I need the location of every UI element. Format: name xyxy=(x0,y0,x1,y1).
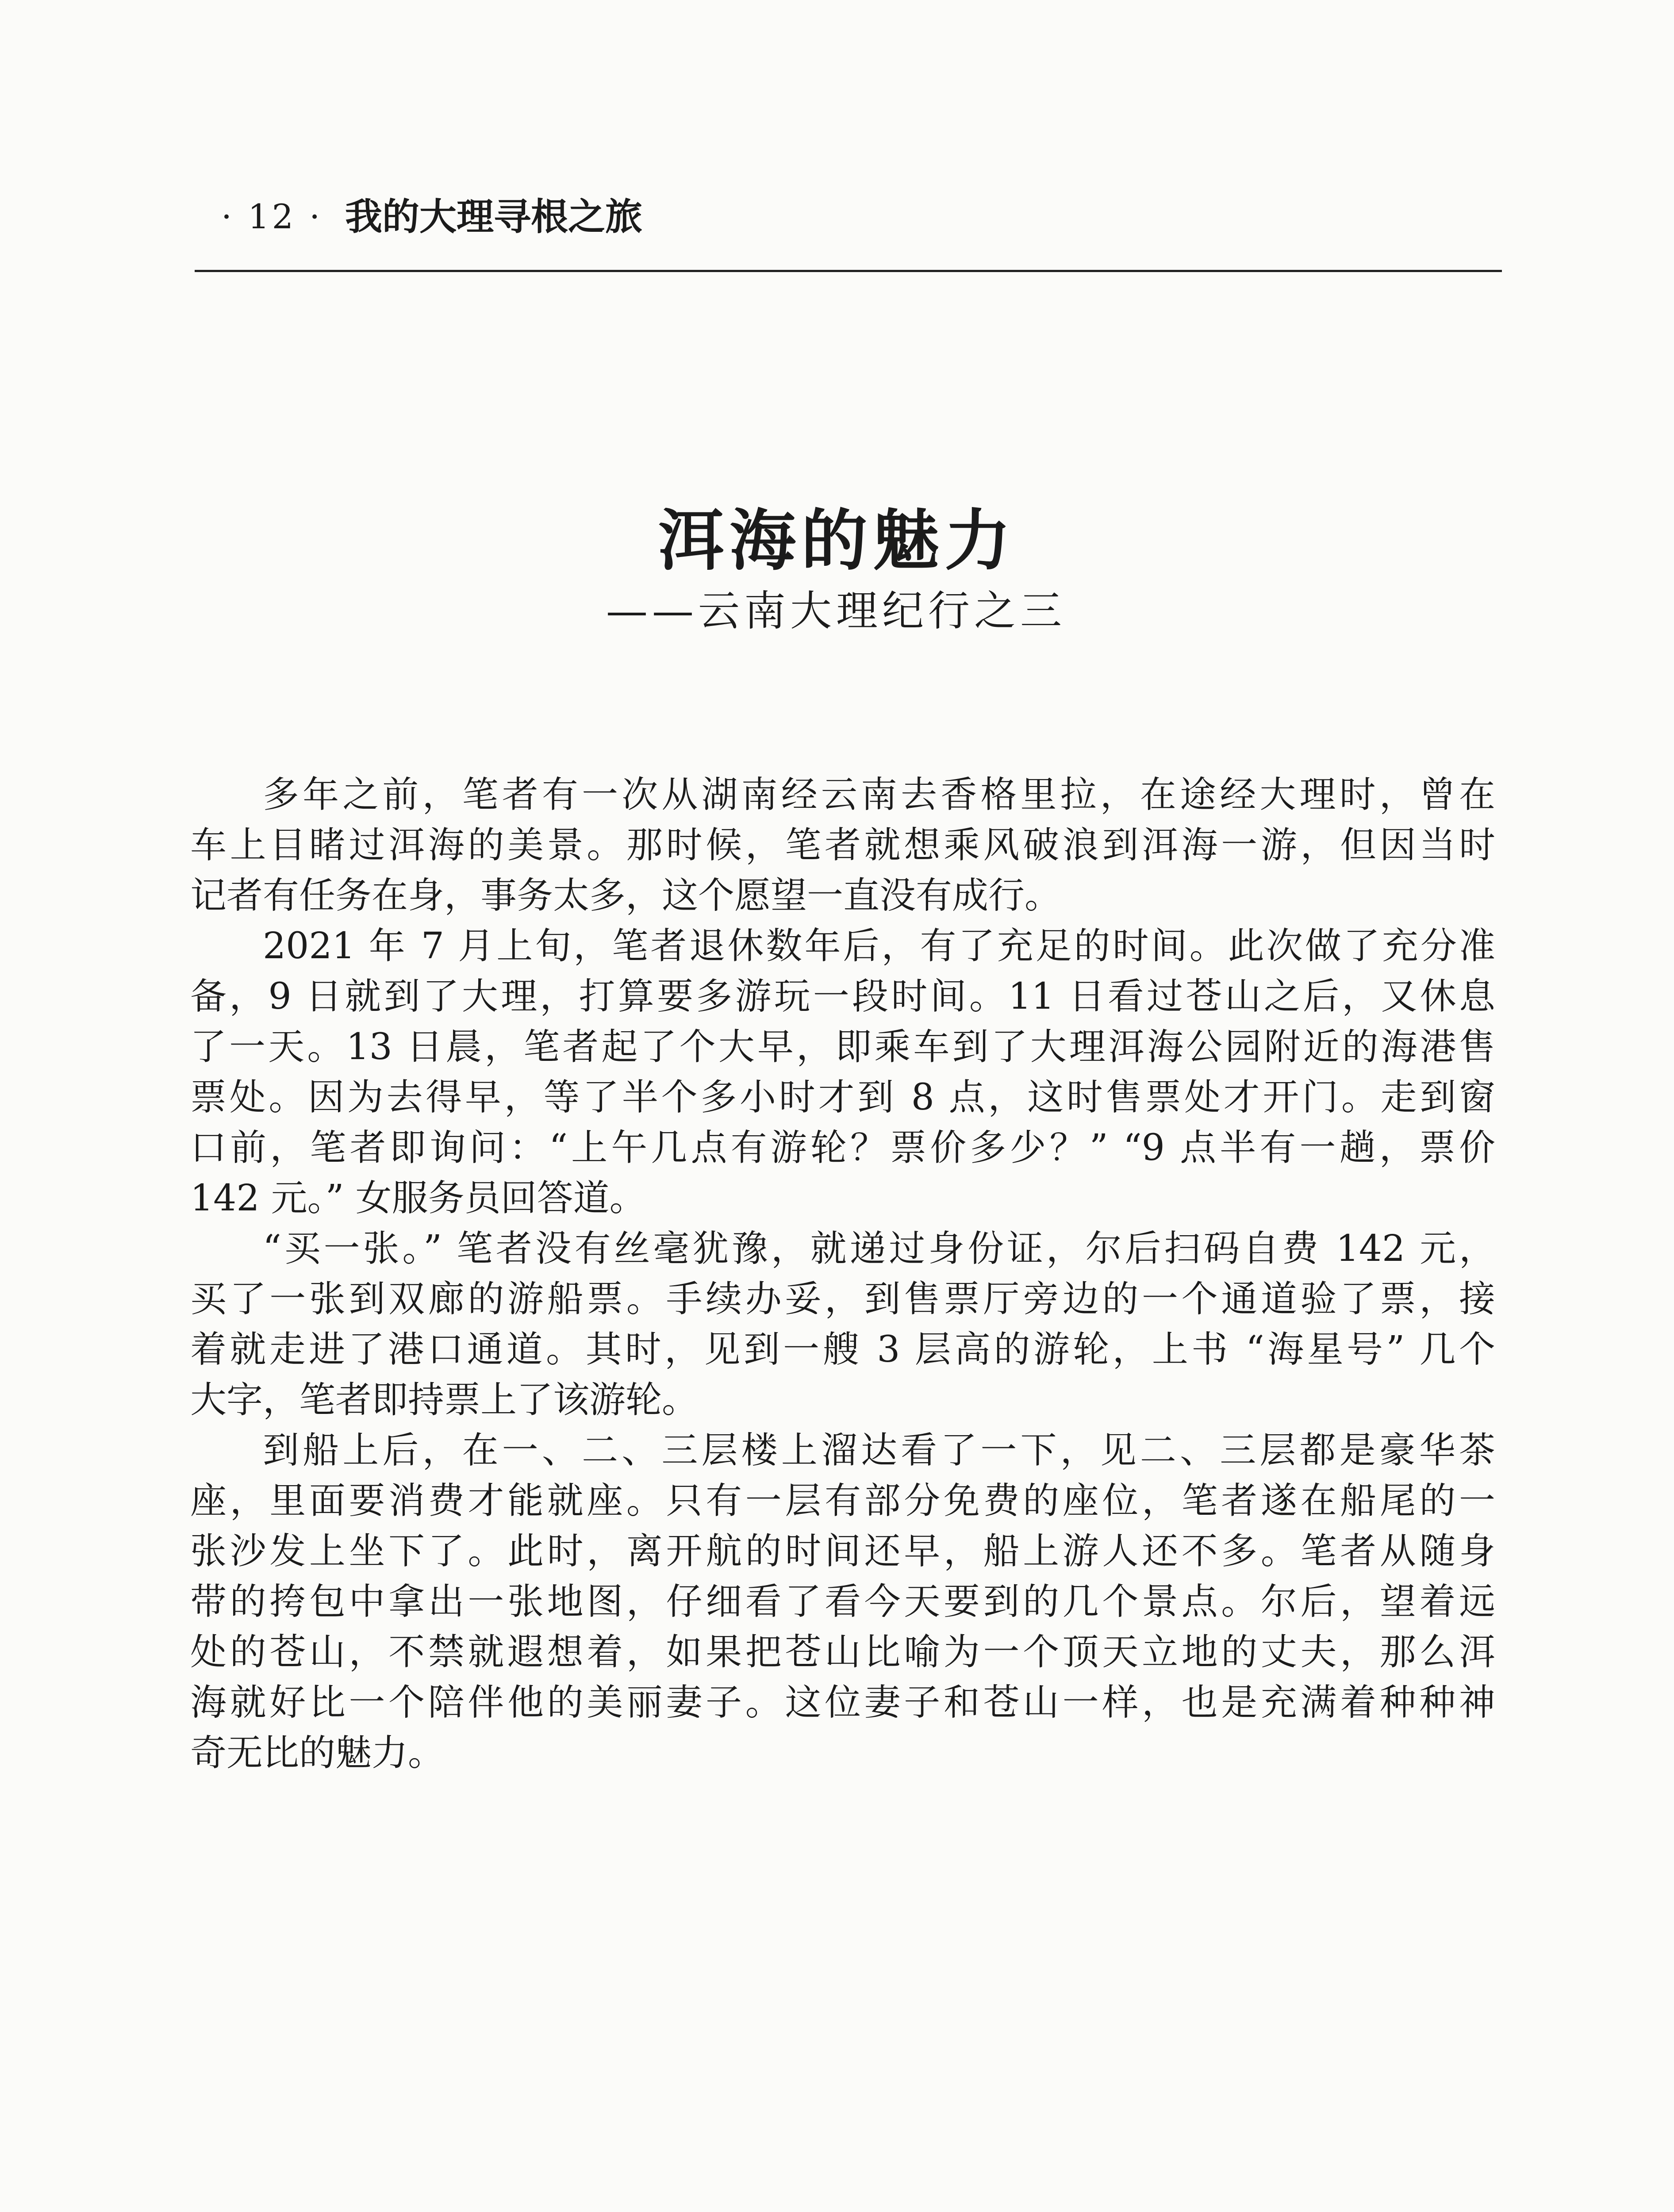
body-line: 带的挎包中拿出一张地图，仔细看了看今天要到的几个景点。尔后，望着远 xyxy=(190,1581,1495,1623)
body-line: 处的苍山，不禁就遐想着，如果把苍山比喻为一个顶天立地的丈夫，那么洱 xyxy=(190,1631,1495,1673)
body-line: 大字，笔者即持票上了该游轮。 xyxy=(190,1379,699,1421)
page-number: · 12 · xyxy=(221,197,323,236)
body-line: 车上目睹过洱海的美景。那时候，笔者就想乘风破浪到洱海一游，但因当时 xyxy=(190,824,1495,866)
article-title: 洱海的魅力 xyxy=(657,502,1016,580)
body-line: 多年之前，笔者有一次从湖南经云南去香格里拉，在途经大理时，曾在 xyxy=(263,774,1495,816)
body-line: 备，9 日就到了大理，打算要多游玩一段时间。11 日看过苍山之后，又休息 xyxy=(190,975,1495,1018)
article-subtitle: ——云南大理纪行之三 xyxy=(606,587,1067,635)
body-line: 了一天。13 日晨，笔者起了个大早，即乘车到了大理洱海公园附近的海港售 xyxy=(190,1026,1495,1068)
body-line: 到船上后，在一、二、三层楼上溜达看了一下，见二、三层都是豪华茶 xyxy=(263,1429,1495,1471)
body-line: 142 元。” 女服务员回答道。 xyxy=(190,1177,646,1219)
body-line: 2021 年 7 月上旬，笔者退休数年后，有了充足的时间。此次做了充分准 xyxy=(263,925,1495,967)
article-body xyxy=(190,770,1495,1778)
book-title: 我的大理寻根之旅 xyxy=(345,195,643,238)
body-line: 买了一张到双廊的游船票。手续办妥，到售票厅旁边的一个通道验了票，接 xyxy=(190,1278,1495,1320)
body-line: 记者有任务在身，事务太多，这个愿望一直没有成行。 xyxy=(190,875,1061,917)
body-line: 张沙发上坐下了。此时，离开航的时间还早，船上游人还不多。笔者从随身 xyxy=(190,1530,1495,1572)
body-line: 奇无比的魅力。 xyxy=(190,1732,445,1774)
body-line: “买一张。” 笔者没有丝毫犹豫，就递过身份证，尔后扫码自费 142 元， xyxy=(263,1228,1495,1270)
body-line: 座，里面要消费才能就座。只有一层有部分免费的座位，笔者遂在船尾的一 xyxy=(190,1480,1495,1522)
header-rule xyxy=(195,270,1502,272)
body-line: 着就走进了港口通道。其时，见到一艘 3 层高的游轮，上书 “海星号” 几个 xyxy=(190,1329,1495,1371)
body-line: 口前，笔者即询问：“上午几点有游轮？票价多少？” “9 点半有一趟，票价 xyxy=(190,1127,1495,1169)
body-line: 海就好比一个陪伴他的美丽妻子。这位妻子和苍山一样，也是充满着种种神 xyxy=(190,1682,1495,1724)
body-line: 票处。因为去得早，等了半个多小时才到 8 点，这时售票处才开门。走到窗 xyxy=(190,1076,1495,1118)
running-header xyxy=(195,190,1502,272)
